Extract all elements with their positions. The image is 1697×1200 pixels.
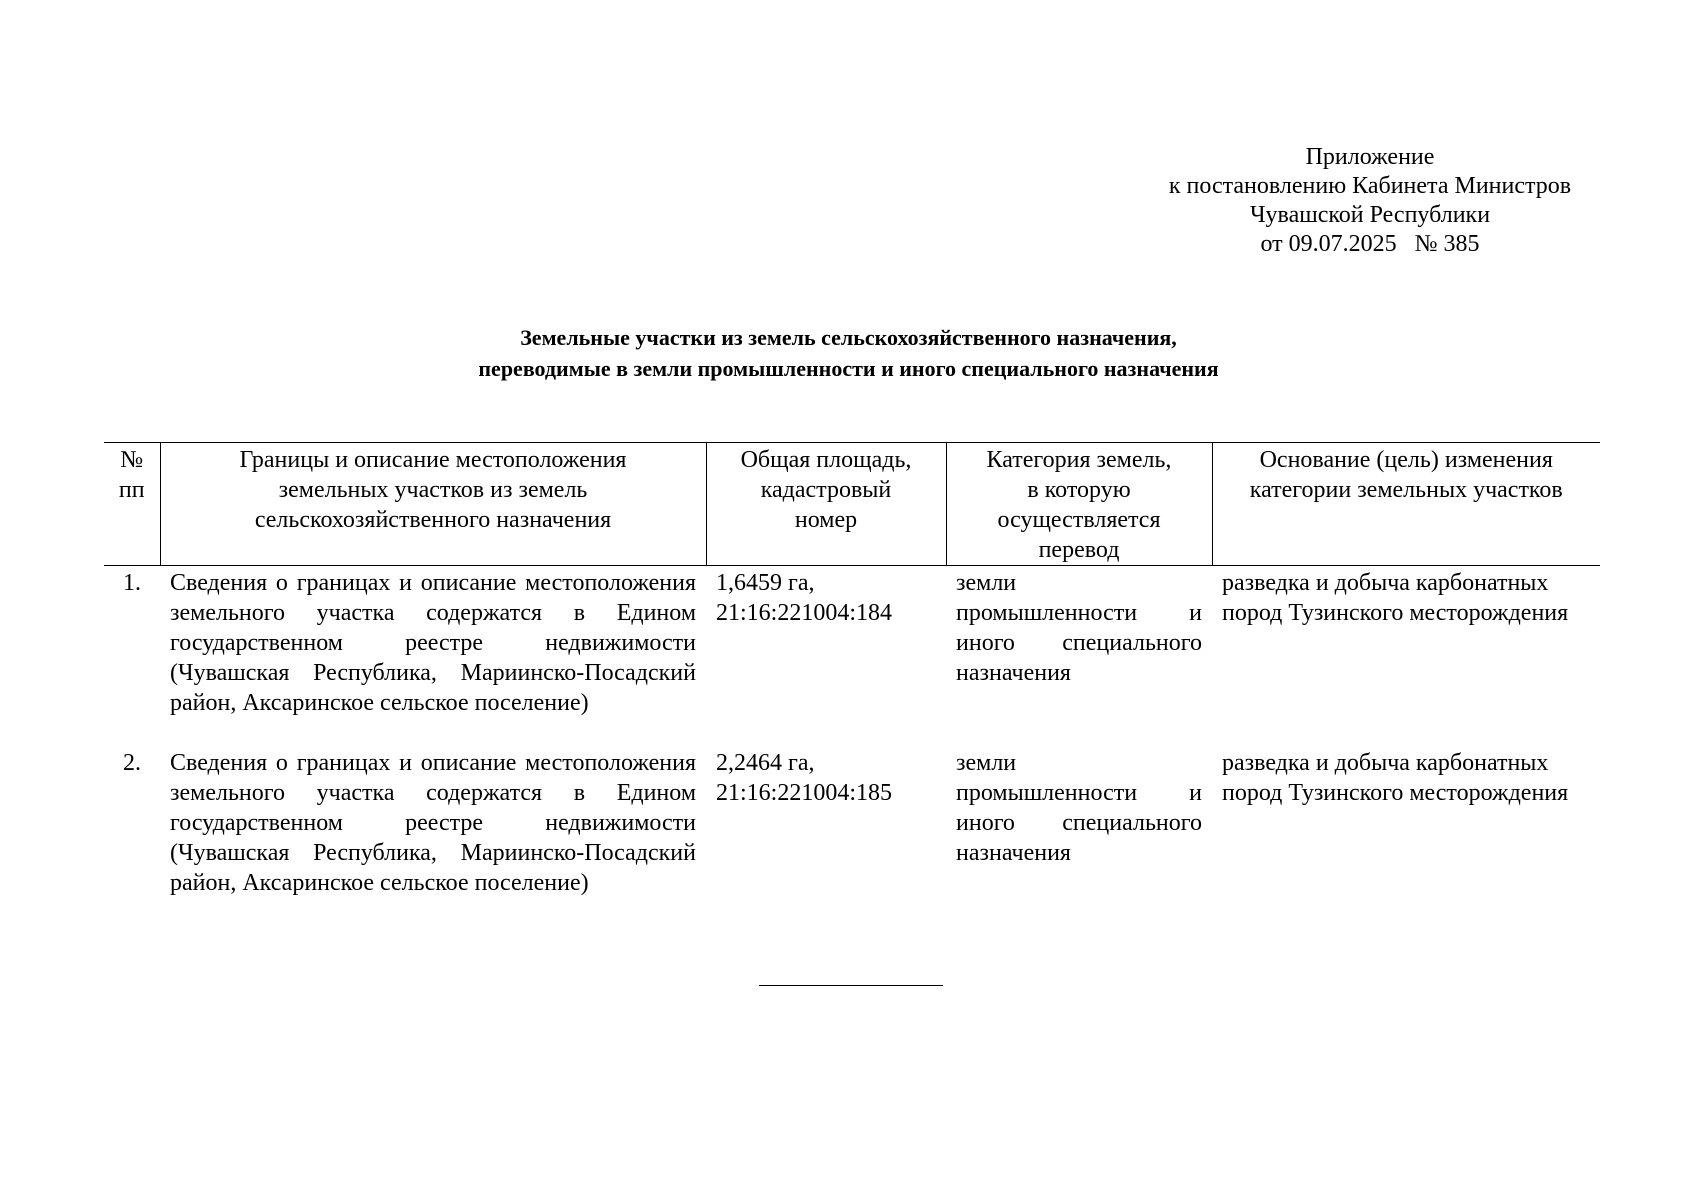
approval-date-number: от 09.07.2025 № 385 xyxy=(1260,231,1480,257)
approval-line: Приложение xyxy=(1305,144,1435,170)
approval-line: Чувашской Республики xyxy=(1249,202,1491,228)
row-description: Сведения о границах и описание местоположения земельного участка содержатся в Едином государственном реестре недвижимости (Чувашская Республика, Мариинско-Посадский район, Аксаринское сельское поселение) xyxy=(170,750,696,896)
approval-block xyxy=(1110,143,1630,259)
row-area-cadastral xyxy=(706,566,946,747)
end-divider xyxy=(759,985,943,986)
table-header-row xyxy=(104,443,1600,566)
title-line: переводимые в земли промышленности и иного специального назначения xyxy=(478,356,1219,381)
row-basis: разведка и добыча карбонатных пород Тузинского месторождения xyxy=(1222,750,1569,806)
approval-line: к постановлению Кабинета Министров xyxy=(1168,173,1572,199)
row-category: земли промышленности и иного специального назначения xyxy=(956,570,1202,686)
row-area: 1,6459 га, xyxy=(716,570,815,596)
table-row xyxy=(104,566,1600,747)
title-line: Земельные участки из земель сельскохозяйственного назначения, xyxy=(520,325,1177,350)
header-category: Категория земель, в которую осуществляется перевод xyxy=(946,443,1212,566)
table-row xyxy=(104,746,1600,926)
row-area-cadastral xyxy=(706,746,946,926)
document-title xyxy=(0,322,1697,384)
header-number: № пп xyxy=(104,443,160,566)
row-area: 2,2464 га, xyxy=(716,750,815,776)
header-area: Общая площадь, кадастровый номер xyxy=(706,443,946,566)
row-description: Сведения о границах и описание местоположения земельного участка содержатся в Едином государственном реестре недвижимости (Чувашская Республика, Мариинско-Посадский район, Аксаринское сельское поселение) xyxy=(170,570,696,716)
header-description: Границы и описание местоположения земельных участков из земель сельскохозяйственного назначения xyxy=(160,443,706,566)
header-basis: Основание (цель) изменения категории земельных участков xyxy=(1212,443,1600,566)
row-cadastral-number: 21:16:221004:184 xyxy=(716,600,893,626)
row-cadastral-number: 21:16:221004:185 xyxy=(716,780,893,806)
row-number: 2. xyxy=(123,750,141,776)
row-category: земли промышленности и иного специального назначения xyxy=(956,750,1202,866)
land-plots-table xyxy=(104,442,1600,926)
row-basis: разведка и добыча карбонатных пород Тузинского месторождения xyxy=(1222,570,1569,626)
row-number: 1. xyxy=(123,570,141,596)
